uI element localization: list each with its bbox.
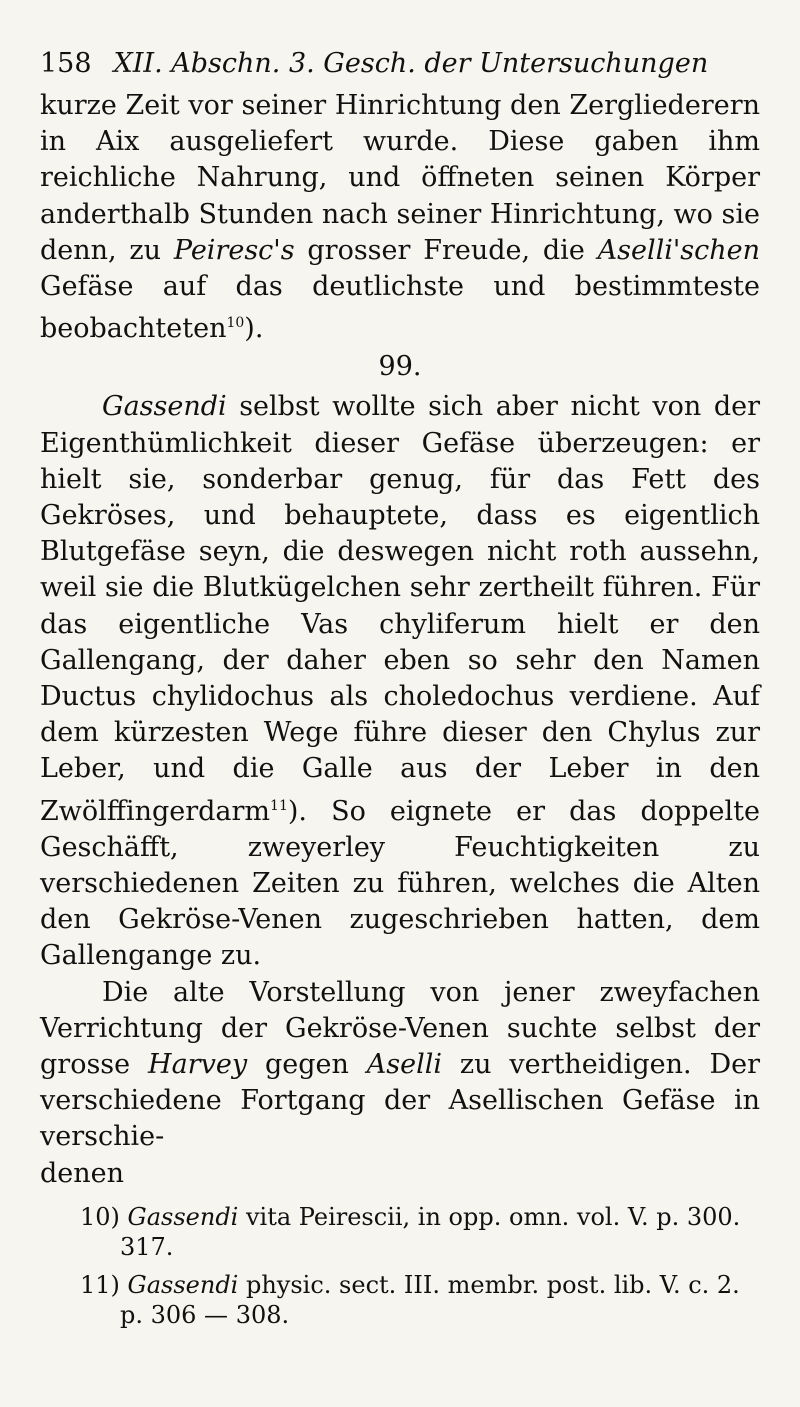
footnote-11	[80, 1270, 760, 1330]
paragraph-1-end: Gefäse auf das deutlichste und bestimmteste beobachteten	[40, 271, 760, 345]
footnote-10-text: vita Peirescii, in opp. omn. vol. V. p. 300. 317.	[120, 1202, 741, 1261]
running-header	[40, 38, 760, 88]
footnote-11-text: physic. sect. III. membr. post. lib. V. c. 2. p. 306 — 308.	[120, 1270, 740, 1329]
footnote-ref-10: 10	[226, 315, 245, 332]
footnote-10-label: 10)	[80, 1202, 120, 1231]
page-number: 158	[40, 47, 92, 79]
section-number: 99.	[378, 351, 422, 383]
paragraph-1-text: kurze Zeit vor seiner Hinrichtung den Zergliederern in Aix ausgeliefert wurde. Diese gaben ihm reichliche Nahrung, und öffneten seinen Körper anderthalb Stunden nach seiner Hinrichtung, wo sie denn, zu	[40, 90, 760, 266]
paragraph-3	[40, 975, 760, 1156]
paragraph-3-mid: gegen	[247, 1049, 367, 1081]
footnotes	[40, 1202, 760, 1330]
person-name-aselli: Aselli'schen	[597, 234, 761, 266]
paragraph-2	[40, 389, 760, 974]
footnote-10	[80, 1202, 760, 1262]
running-title: XII. Abschn. 3. Gesch. der Untersuchungen	[113, 47, 709, 79]
paragraph-2-tail: ). So eignete er das doppelte Geschäfft, zweyerley Feuchtigkeiten zu verschiedenen Zeiten zu führen, welches die Alten den Gekröse-Venen zugeschrieben hatten, dem Gallengange zu.	[40, 795, 760, 972]
footnote-11-author: Gassendi	[127, 1270, 239, 1299]
paragraph-1	[40, 88, 760, 347]
footnote-11-label: 11)	[80, 1270, 120, 1299]
paragraph-1-mid: grosser Freude, die	[294, 234, 598, 266]
footnote-10-author: Gassendi	[127, 1202, 239, 1231]
paragraph-1-tail: ).	[244, 313, 264, 345]
paragraph-3-end: zu vertheidigen. Der verschiedene Fortgang der Asellischen Gefäse in verschie-	[40, 1049, 760, 1153]
person-name-peiresc: Peiresc's	[173, 234, 295, 266]
footnote-ref-11: 11	[270, 797, 288, 814]
person-name-aselli-2: Aselli	[366, 1049, 443, 1081]
person-name-harvey: Harvey	[148, 1049, 248, 1081]
catchword: denen	[40, 1157, 125, 1189]
body-text	[40, 88, 760, 1192]
person-name-gassendi: Gassendi	[102, 391, 227, 423]
paragraph-3-text: Die alte Vorstellung von jener zweyfachen Verrichtung der Gekröse-Venen suchte selbst der grosse	[40, 976, 760, 1081]
paragraph-2-text: selbst wollte sich aber nicht von der Eigenthümlichkeit dieser Gefäse überzeugen: er hielt sie, sonderbar genug, für das Fett des Gekröses, und behauptete, dass es eigentlich Blutgefäse seyn, die deswegen nicht roth aussehn, weil sie die Blutkügelchen sehr zertheilt führen. Für das eigentliche Vas chyliferum hielt er den Gallengang, der daher eben so sehr den Namen Ductus chylidochus als choledochus verdiene. Auf dem kürzesten Wege führe dieser den Chylus zur Leber, und die Galle aus der Leber in den Zwölffingerdarm	[40, 391, 760, 827]
